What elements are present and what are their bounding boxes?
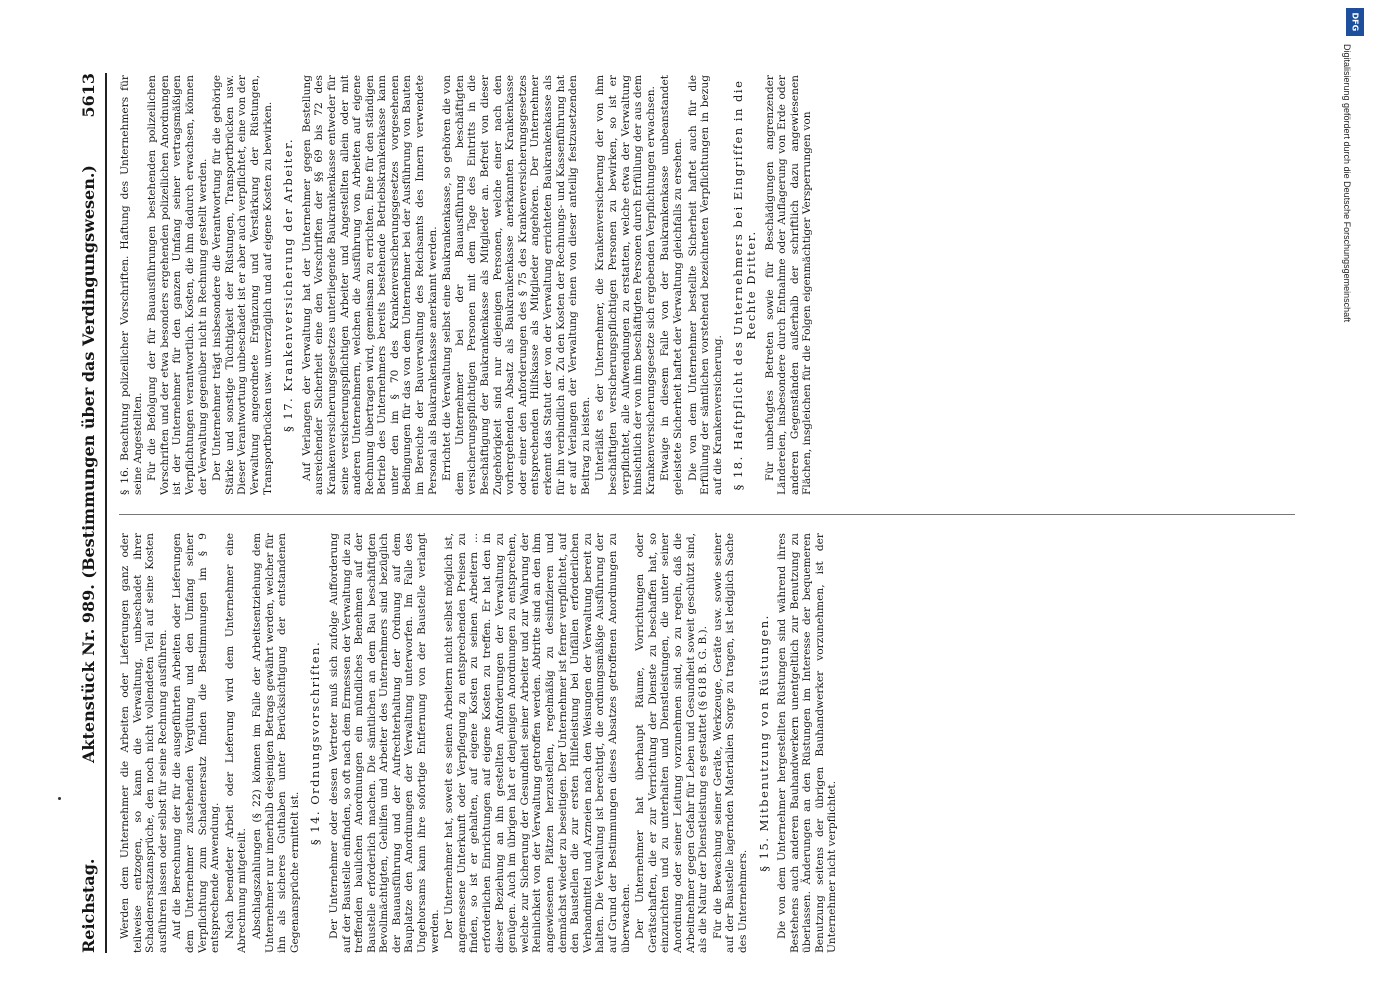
- paragraph: Auf die Berechnung der für die ausgeführten Arbeiten oder Lieferungen dem Unternehmer zustehenden Vergütung und den Umfang seiner Verpflichtung zum Schadenersatz finden die Bestimmungen im § 9 entsprechende Anwendung.: [171, 533, 222, 953]
- paragraph: Errichtet die Verwaltung selbst eine Baukrankenkasse, so gehören die von dem Unternehmer bei der Bauausführung beschäftigten versicherungspflichtigen Personen mit dem Tage des Eintritts in die Beschäftigung der Baukrankenkasse als Mitglieder an. Befreit von dieser Zugehörigkeit sind nur diejenigen Personen, welche einer nach den vorhergehenden Absatz als Baukrankenkasse anerkannten Krankenkasse oder einer den Anforderungen des § 75 des Krankenversicherungsgesetzes entsprechenden Hilfskasse als Mitglieder angehören. Der Unternehmer erkennt das Statut der von der Verwaltung errichteten Baukrankenkasse als für ihn verbindlich an. Zu den Kosten der Rechnungs- und Kassenführung hat er auf Verlangen der Verwaltung einen von dieser anteilig festzusetzenden Beitrag zu leisten.: [441, 75, 592, 495]
- section-18-title: § 18. Haftpflicht des Unternehmers bei Eingriffen in die Rechte Dritter.: [731, 79, 758, 491]
- digitization-credit: Digitalisierung gefördert durch die Deutsche Forschungsgemeinschaft: [1342, 44, 1352, 323]
- paragraph: Die von dem Unternehmer hergestellten Rüstungen sind während ihres Bestehens auch anderen Bauhandwerkern unentgeltlich zur Benutzung zu überlassen. Änderungen an den Rüstungen im Interesse der bequemeren Benutzung seitens der übrigen Bauhandwerker vorzunehmen, ist der Unternehmer nicht verpflichtet.: [776, 533, 839, 953]
- paragraph: Etwaige in diesem Falle von der Baukrankenkasse unbeanstandet geleistete Sicherheit haftet der Verwaltung gleichfalls zu ersehen.: [659, 75, 684, 495]
- paragraph: Der Unternehmer hat, soweit es seinen Arbeitern nicht selbst möglich ist, angemessene Unterkunft oder Verpflegung zu entsprechenden Preisen zu finden, so ist er gehalten, auf eigene Kosten zu seinen Arbeitern ... erforderlichen Einrichtungen auf eigene Kosten zu treffen. Er hat den in dieser Beziehung an ihn gestellten Anforderungen der Verwaltung zu genügen. Auch im übrigen hat er denjenigen Anordnungen zu entsprechen, welche zur Sicherung der Gesundheit seiner Arbeiter und zur Wahrung der Reinlichkeit von der Verwaltung getroffen werden. Abtritte sind an den ihm angewiesenen Plätzen herzustellen, regelmäßig zu desinfizieren und demnächst wieder zu beseitigen. Der Unternehmer ist ferner verpflichtet, auf den Baustellen die zur ersten Hilfeleistung bei Unfällen erforderlichen Verbandmittel und Arzneien nach den Weisungen der Verwaltung bereit zu halten. Die Verwaltung ist berechtigt, die ordnungsmäßige Ausführung der auf Grund der Bestimmungen dieses Absatzes getroffenen Anordnungen zu überwachen.: [443, 533, 632, 953]
- section-17-body: [301, 75, 725, 495]
- section-16-body: [146, 75, 274, 495]
- paragraph: Der Unternehmer oder dessen Vertreter muß sich zufolge Aufforderung auf der Baustelle einfinden, so oft nach dem Ermessen der Verwaltung die zu treffenden baulichen Anordnungen ein mündliches Benehmen auf der Baustelle erforderlich machen. Die sämtlichen an dem Bau beschäftigten Bevollmächtigten, Gehilfen und Arbeiter des Unternehmers sind bezüglich der Bauausführung und der Aufrechterhaltung der Ordnung auf dem Bauplatze den Anordnungen der Verwaltung unterworfen. Im Falle des Ungehorsams kann ihre sofortige Entfernung von der Baustelle verlangt werden.: [327, 533, 441, 953]
- column-divider: [119, 514, 1295, 515]
- section-14-body: [328, 533, 750, 953]
- paragraph: Unterläßt es der Unternehmer, die Krankenversicherung der von ihm beschäftigten versicherungspflichtigen Personen zu bewirken, so ist er verpflichtet, alle Aufwendungen zu erstatten, welche etwa der Verwaltung hinsichtlich der von ihm beschäftigten Personen durch Erfüllung der aus dem Krankenversicherungsgesetze sich ergebenden Verpflichtungen erwachsen.: [594, 75, 657, 495]
- paragraph: Für unbefugtes Betreten sowie für Beschädigungen angrenzender Ländereien, insbesondere durch Entnahme oder Auflagerung von Erde oder anderen Gegenständen außerhalb der schriftlich dazu angewiesenen Flächen, insgleichen für die Folgen eigenmächtiger Versperrungen von: [763, 75, 814, 495]
- right-column: [119, 75, 1299, 495]
- left-column: [119, 533, 1299, 953]
- left-intro-paragraphs: [119, 533, 301, 953]
- paragraph: Der Unternehmer trägt insbesondere die Verantwortung für die gehörige Stärke und sonstige Tüchtigkeit der Rüstungen, Transportbrücken usw. Dieser Verantwortung unbeschadet ist er aber auch verpflichtet, eine von der Verwaltung angeordnete Ergänzung und Verstärkung der Rüstungen, Transportbrücken usw. unverzüglich und auf eigene Kosten zu bewirken.: [211, 75, 274, 495]
- header-title: Aktenstück Nr. 989. (Bestimmungen über das Verdingungswesen.): [79, 165, 98, 763]
- page-number: 5613: [79, 73, 98, 118]
- scan-speck: [58, 797, 61, 800]
- paragraph: Nach beendeter Arbeit oder Lieferung wird dem Unternehmer eine Abrechnung mitgeteilt.: [223, 533, 249, 953]
- rotated-document-page: [75, 73, 1310, 953]
- paragraph: Für die Befolgung der für Bauausführungen bestehenden polizeilichen Vorschriften und der etwa besonders ergehenden polizeilichen Anordnungen ist der Unternehmer für den ganzen Umfang seiner vertragsmäßigen Verpflichtungen verantwortlich. Kosten, die ihm dadurch erwachsen, können der Verwaltung gegenüber nicht in Rechnung gestellt werden.: [146, 75, 209, 495]
- header-left: Reichstag.: [79, 858, 98, 953]
- page-header: [75, 73, 107, 953]
- paragraph: Für die Bewachung seiner Geräte, Werkzeuge, Geräte usw. sowie seiner auf der Baustelle lagernden Materialien Sorge zu tragen, ist lediglich Sache des Unternehmers.: [711, 533, 749, 953]
- section-14-title: § 14. Ordnungsvorschriften.: [308, 640, 323, 846]
- paragraph: Abschlagszahlungen (§ 22) können im Falle der Arbeitsentziehung dem Unternehmer nur innerhalb desjenigen Betrags gewährt werden, welcher für ihn als sicheres Guthaben unter Berücksichtigung der entstandenen Gegenansprüche ermittelt ist.: [250, 533, 301, 953]
- paragraph: Werden dem Unternehmer die Arbeiten oder Lieferungen ganz oder teilweise entzogen, so kann die Verwaltung, unbeschadet ihrer Schadenersatzansprüche, den noch nicht vollendeten Teil auf seine Kosten ausführen lassen oder selbst für seine Rechnung ausführen.: [119, 533, 169, 953]
- dfg-logo: [1346, 8, 1364, 36]
- paragraph: Der Unternehmer hat überhaupt Räume, Vorrichtungen oder Gerätschaften, die er zur Verrichtung der Dienste zu beschaffen hat, so einzurichten und zu unterhalten und Dienstleistungen, die unter seiner Anordnung oder seiner Leitung vorzunehmen sind, so zu regeln, daß die Arbeitnehmer gegen Gefahr für Leben und Gesundheit soweit geschützt sind, als die Natur der Dienstleistung es gestattet (§ 618 B. G. B.).: [634, 533, 710, 953]
- dfg-logo-text: DFG: [1350, 12, 1360, 32]
- paragraph: Auf Verlangen der Verwaltung hat der Unternehmer gegen Bestellung ausreichender Sicherheit eine den Vorschriften der §§ 69 bis 72 des Krankenversicherungsgesetzes unterliegende Baukrankenkasse entweder für seine versicherungspflichtigen Arbeiter und Angestellten allein oder mit anderen Unternehmern, welchen die Ausführung von Arbeiten auf eigene Rechnung übertragen wird, gemeinsam zu errichten. Eine für den ständigen Betrieb des Unternehmers bereits bestehende Betriebskrankenkasse kann unter den im § 70 des Krankenversicherungsgesetzes vorgesehenen Bedingungen für das von dem Unternehmer bei der Ausführung von Bauten im Bereiche der Bauverwaltung des Reichsamts des Innern verwendete Personal als Baukrankenkasse anerkannt werden.: [300, 75, 439, 495]
- section-17-title: § 17. Krankenversicherung der Arbeiter.: [281, 137, 296, 433]
- section-15-title: § 15. Mitbenutzung von Rüstungen.: [756, 614, 771, 872]
- paragraph: Die von dem Unternehmer bestellte Sicherheit haftet auch für die Erfüllung der sämtlichen vorstehend bezeichneten Verpflichtungen in bezug auf die Krankenversicherung.: [686, 75, 724, 495]
- section-15-body: [776, 533, 839, 953]
- section-18-body: [764, 75, 814, 495]
- section-16-heading: § 16. Beachtung polizeilicher Vorschriften. Haftung des Unternehmers für seine Angestellten.: [119, 75, 144, 495]
